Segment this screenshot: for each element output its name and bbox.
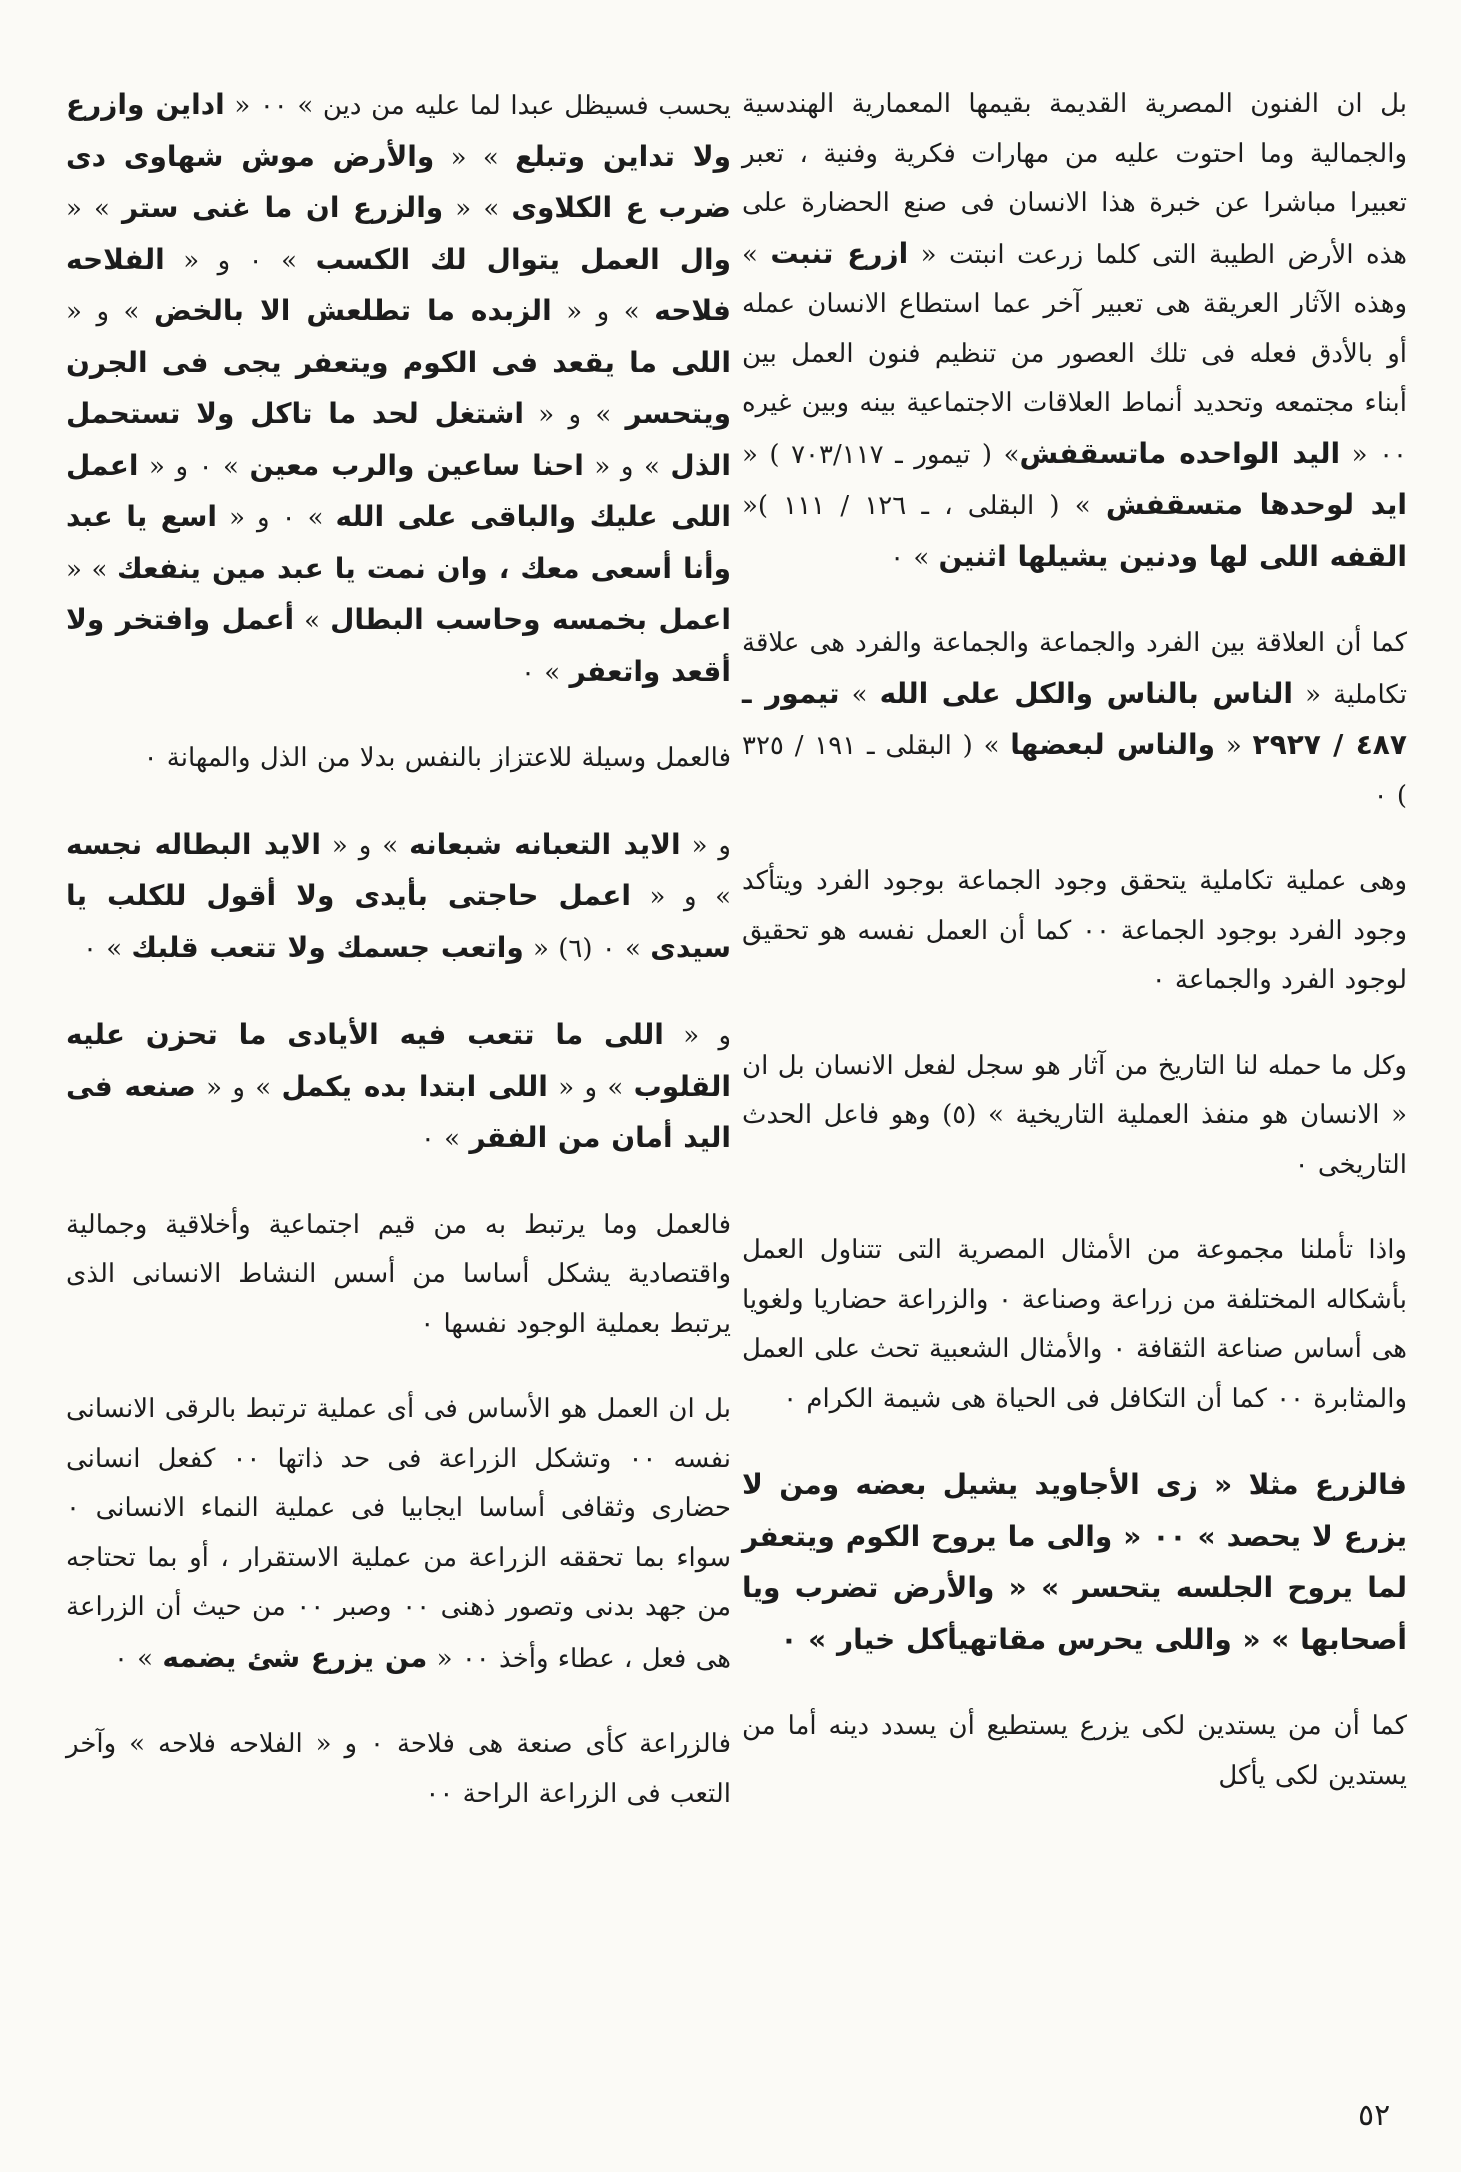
body-text: » وهذه الآثار العريقة هى تعبير آخر عما استطاع الانسان عمله أو بالأدق فعله فى تلك العصور من تنظيم فنون العمل بين أبناء مجتمعه وتحديد أنماط العلاقات الاجتماعية بينه وبين غيره ٠٠ « bbox=[742, 239, 1407, 470]
paragraph bbox=[742, 857, 1407, 1006]
body-text: » و « bbox=[551, 297, 655, 327]
body-text: » و « bbox=[320, 830, 410, 861]
paragraph bbox=[66, 1720, 731, 1819]
proverb-text: تيمور ـ ٤٨٧ / ٢٩٢٧ bbox=[742, 676, 1407, 761]
proverb-text: الايد البطاله نجسه bbox=[66, 827, 321, 861]
body-text: « bbox=[1215, 731, 1253, 761]
body-text: فالعمل وما يرتبط به من قيم اجتماعية وأخلاقية وجمالية واقتصادية يشكل أساسا من أسس النشاط الانسانى الذى يرتبط بعملية الوجود نفسها ٠ bbox=[66, 1209, 731, 1339]
proverb-text: اسع يا عبد وأنا أسعى معك ، وان نمت يا عبد مين ينفعك bbox=[66, 500, 731, 585]
proverb-text: اللى ما تتعب فيه الأيادى ما تحزن عليه القلوب bbox=[66, 1018, 732, 1103]
paragraph bbox=[66, 1201, 731, 1350]
proverb-text: القفه اللى لها ودنين يشيلها اثنين bbox=[938, 539, 1407, 573]
body-text: » ٠ و « bbox=[164, 245, 316, 276]
body-text: » و « bbox=[523, 400, 626, 430]
body-text: » ٠ bbox=[83, 933, 132, 964]
paragraph bbox=[742, 619, 1407, 821]
proverb-text: اللى ابتدا بده يكمل bbox=[281, 1069, 548, 1103]
paragraph bbox=[742, 1702, 1407, 1801]
body-text: » ٠ (٦) « bbox=[523, 933, 651, 964]
proverb-text: الناس بالناس والكل على الله bbox=[879, 676, 1294, 710]
paragraph bbox=[66, 734, 731, 784]
proverb-text: اليد الواحده ماتسقفش bbox=[1019, 436, 1341, 470]
proverb-text: والزرع ان ما غنى ستر bbox=[122, 191, 444, 224]
proverb-text: الزبده ما تطلعش الا بالخض bbox=[154, 294, 552, 327]
proverb-text: أعمل وافتخر ولا أقعد واتعفر bbox=[66, 603, 731, 688]
proverb-text: اشتغل لحد ما تاكل ولا تستحمل الذل bbox=[66, 397, 731, 482]
page-number: ٥٢ bbox=[1358, 2098, 1391, 2133]
proverb-text: احنا ساعين والرب معين bbox=[249, 448, 584, 482]
proverb-text: والأرض موش شهاوى دى ضرب ع الكلاوى bbox=[66, 139, 731, 224]
body-text: » و « bbox=[631, 882, 731, 912]
body-text: » و « bbox=[547, 1072, 634, 1103]
proverb-text: واتعب جسمك ولا تتعب قلبك bbox=[131, 930, 524, 964]
proverb-text: اعمل اللى عليك والباقى على الله bbox=[66, 448, 732, 533]
body-text: » « bbox=[443, 194, 512, 224]
body-text: » ٠ bbox=[113, 1643, 163, 1674]
body-text: » ( البقلى ـ ١٩١ / ٣٢٥ ) ٠ bbox=[742, 731, 1407, 811]
proverb-text: اعمل حاجتى بأيدى ولا أقول للكلب يا سيدى bbox=[66, 879, 731, 964]
body-text: و « bbox=[680, 830, 731, 861]
body-text: » bbox=[839, 679, 880, 710]
body-text: » ٠ bbox=[890, 542, 939, 573]
body-text: » ٠ bbox=[420, 1124, 470, 1154]
body-text: » ٠ و « bbox=[217, 503, 336, 533]
body-text: كما أن العلاقة بين الفرد والجماعة والجماعة والفرد هى علاقة تكاملية « bbox=[742, 628, 1407, 710]
body-text: » « bbox=[66, 194, 123, 224]
proverb-text: صنعه فى اليد أمان من الفقر bbox=[66, 1069, 731, 1154]
body-text: بل ان العمل هو الأساس فى أى عملية ترتبط بالرقى الانسانى نفسه ٠٠ وتشكل الزراعة فى حد ذاتها ٠٠ كفعل انسانى حضارى وثقافى أساسا ايجابيا فى عملية النماء الانسانى ٠ سواء بما تحققه الزراعة من عملية الاستقرار ، أو بما تحتاجه من جهد بدنى وتصور ذهنى ٠٠ وصبر ٠٠ من حيث أن الزراعة هى فعل ، عطاء وأخذ ٠٠ « bbox=[66, 1394, 731, 1674]
body-text: وهى عملية تكاملية يتحقق وجود الجماعة بوجود الفرد ويتأكد وجود الفرد بوجود الجماعة ٠٠ كما أن العمل نفسه هو تحقيق لوجود الفرد والجماعة ٠ bbox=[742, 866, 1407, 995]
paragraph bbox=[742, 1460, 1407, 1666]
body-text: و « bbox=[663, 1021, 731, 1051]
proverb-text: فالزرع مثلا « زى الأجاويد يشيل بعضه ومن لا يزرع لا يحصد » ٠٠ « والى ما يروح الكوم ويتعفر لما يروح الجلسه يتحسر » « والأرض تضرب ويا أصحابها » « واللى يحرس مقاتهيأكل خيار » ٠ bbox=[742, 1468, 1407, 1656]
body-text: بل ان الفنون المصرية القديمة بقيمها المعمارية الهندسية والجمالية وما احتوت عليه من مهارات فكرية وفنية ، تعبر تعبيرا مباشرا عن خبرة هذا الانسان فى صنع الحضارة على هذه الأرض الطيبة التى كلما زرعت انبتت « bbox=[742, 89, 1407, 270]
body-text: واذا تأملنا مجموعة من الأمثال المصرية التى تتناول العمل بأشكاله المختلفة من زراعة وصناعة ٠ والزراعة حضاريا ولغويا هى أساس صناعة الثقافة ٠ والأمثال الشعبية تحث على العمل والمثابرة ٠٠ كما أن التكافل فى الحياة هى شيمة الكرام ٠ bbox=[742, 1235, 1408, 1414]
body-text: » ( البقلى ، ـ ١٢٦ / ١١١ )« bbox=[742, 491, 1106, 521]
body-text: » ٠ bbox=[521, 657, 570, 688]
proverb-text: اداين وازرع ولا تداين وتبلع bbox=[66, 88, 731, 173]
body-text: » و « bbox=[195, 1072, 282, 1103]
proverb-text: ايد لوحدها متسقفش bbox=[1105, 488, 1407, 521]
body-text: » و « bbox=[66, 297, 154, 327]
paragraph bbox=[66, 1385, 731, 1684]
paragraph bbox=[66, 80, 731, 698]
body-text: » ( تيمور ـ ٧٠٣/١١٧ ) « bbox=[742, 439, 1020, 470]
proverb-text: والناس لبعضها bbox=[1010, 728, 1216, 761]
body-text: » و « bbox=[583, 451, 671, 482]
proverb-text: الفلاحه فلاحه bbox=[66, 242, 731, 327]
left-text-column bbox=[66, 80, 731, 1855]
proverb-text: من يزرع شئ يضمه bbox=[162, 1640, 428, 1674]
body-text: وكل ما حمله لنا التاريخ من آثار هو سجل لفعل الانسان بل ان « الانسان هو منفذ العملية التاريخية » (٥) وهو فاعل الحدث التاريخى ٠ bbox=[742, 1050, 1407, 1180]
paragraph bbox=[742, 1226, 1407, 1424]
paragraph bbox=[66, 820, 731, 975]
body-text: فالزراعة كأى صنعة هى فلاحة ٠ و « الفلاحه فلاحه » وآخر التعب فى الزراعة الراحة ٠٠ bbox=[66, 1729, 731, 1809]
body-text: فالعمل وسيلة للاعتزاز بالنفس بدلا من الذل والمهانة ٠ bbox=[143, 743, 731, 773]
proverb-text: ازرع تنبت bbox=[770, 236, 909, 270]
body-text: » ٠ و « bbox=[138, 451, 250, 482]
proverb-text: الايد التعبانه شبعانه bbox=[409, 827, 681, 861]
proverb-text: وال العمل يتوال لك الكسب bbox=[315, 242, 731, 276]
body-text: كما أن من يستدين لكى يزرع يستطيع أن يسدد دينه أما من يستدين لكى يأكل bbox=[742, 1711, 1407, 1791]
proverb-text: اللى ما يقعد فى الكوم ويتعفر يجى فى الجرن ويتحسر bbox=[66, 345, 731, 430]
paragraph bbox=[66, 1010, 731, 1165]
proverb-text: اعمل بخمسه وحاسب البطال bbox=[330, 603, 731, 636]
body-text: » « bbox=[434, 142, 516, 173]
paragraph bbox=[742, 1042, 1407, 1191]
body-text: » bbox=[294, 606, 331, 636]
body-text: » « bbox=[66, 554, 117, 585]
body-text: يحسب فسيظل عبدا لما عليه من دين » ٠٠ « bbox=[224, 91, 732, 121]
paragraph bbox=[742, 80, 1407, 583]
right-text-column bbox=[742, 80, 1407, 1837]
